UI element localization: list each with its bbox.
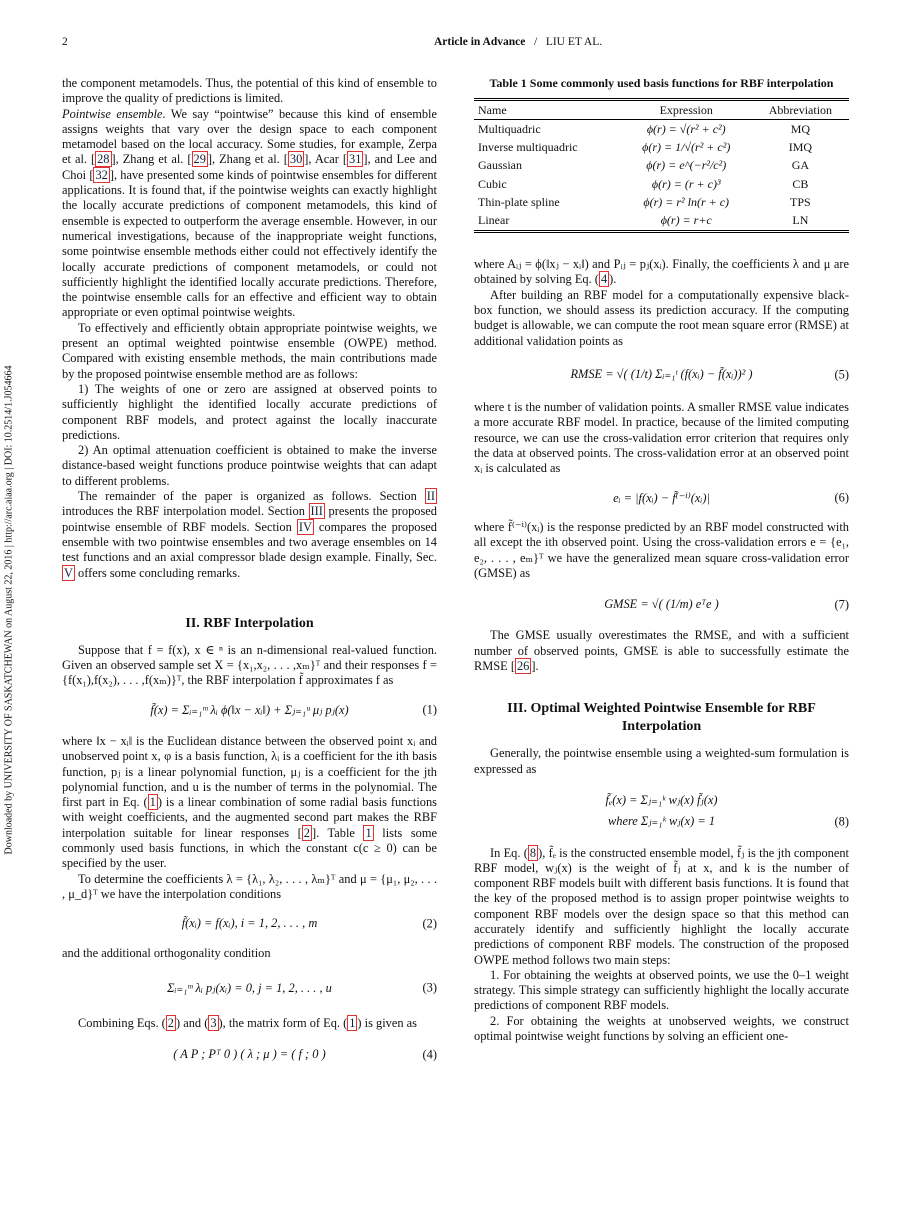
- table-row: [474, 139, 849, 157]
- equation-number: (7): [834, 597, 849, 612]
- journal-name: Article in Advance: [434, 36, 526, 48]
- cell-abbreviation: CB: [792, 176, 809, 191]
- text: ) is given as: [357, 1016, 417, 1031]
- equation-link[interactable]: 8: [529, 845, 537, 860]
- text: offers some concluding remarks.: [74, 565, 241, 580]
- cell-name: Thin-plate spline: [478, 194, 560, 209]
- citation-link[interactable]: 31: [349, 152, 362, 167]
- cell-abbreviation: LN: [792, 213, 809, 228]
- cell-expression: ϕ(r) = √(r² + c²): [646, 121, 726, 136]
- equation-8a: [474, 793, 849, 808]
- text: ], Zhang et al. [: [207, 152, 288, 167]
- cell-expression: ϕ(r) = e^(−r²/c²): [646, 158, 727, 173]
- section-link[interactable]: IV: [298, 519, 312, 534]
- citation-link[interactable]: 30: [289, 152, 303, 167]
- text: ), the matrix form of Eq. (: [218, 1016, 348, 1031]
- column-header: Name: [478, 102, 507, 117]
- citation-link[interactable]: 28: [97, 152, 110, 167]
- citation-link[interactable]: 29: [193, 152, 206, 167]
- equation-5: [474, 367, 849, 382]
- download-sidebar-text: Downloaded by UNIVERSITY OF SASKATCHEWAN on August 22, 2016 | http://arc.aiaa.org | DOI: 10.2514/1.J054664: [3, 365, 15, 855]
- cell-name: Cubic: [478, 176, 507, 191]
- paragraph: After building an RBF model for a computationally expensive black-box function, we should assess its prediction accuracy. If the computing budget is allowable, we can compute the root mean square error (RMSE) at additional validation points as: [474, 287, 849, 348]
- cell-name: Multiquadric: [478, 121, 541, 136]
- column-header: Abbreviation: [768, 102, 833, 117]
- equation-body: GMSE = √( (1/m) eᵀe ): [604, 597, 719, 612]
- equation-number: (2): [422, 916, 437, 931]
- citation-link[interactable]: 32: [95, 167, 108, 182]
- paragraph: where f̃⁽⁻ⁱ⁾(xᵢ) is the response predicted by an RBF model constructed with all except the ith observed point. Using the cross-validation errors e = {e₁, e₂, . . . , eₘ}ᵀ we have the generalized mean square cross-validation error (GMSE) as: [474, 519, 849, 580]
- contribution-1: 1) The weights of one or zero are assigned at observed points to sufficiently highlight the identified locally accurate predictions of component RBF models, and protect against the locally inaccurate predictions.: [62, 381, 437, 442]
- equation-link[interactable]: 1: [349, 1016, 356, 1031]
- paragraph: [474, 257, 849, 288]
- table-row: [474, 175, 849, 193]
- equation-number: (4): [422, 1047, 437, 1062]
- table-1: [474, 76, 849, 233]
- equation-4: [62, 1047, 437, 1062]
- text: ], Zhang et al. [: [111, 152, 192, 167]
- paragraph: Suppose that f = f(x), x ∈ ⁿ is an n-dimensional real-valued function. Given an observed sample set X = {x₁,x₂, . . . ,xₘ}ᵀ and their responses f = {f(x₁),f(x₂), . . . ,f(xₘ)}ᵀ, the RBF interpolation f̃ approximates f as: [62, 642, 437, 688]
- equation-number: (1): [422, 702, 437, 717]
- citation-link[interactable]: 2: [303, 825, 310, 840]
- contribution-2: 2) An optimal attenuation coefficient is obtained to make the inverse distance-based weight functions produce pointwise weights that can adapt to different problems.: [62, 443, 437, 488]
- right-column: [474, 76, 849, 1044]
- cell-abbreviation: IMQ: [788, 140, 813, 155]
- equation-body: where Σⱼ₌₁ᵏ wⱼ(x) = 1: [607, 814, 716, 829]
- cell-expression: ϕ(r) = 1/√(r² + c²): [642, 140, 731, 155]
- cell-abbreviation: GA: [791, 158, 810, 173]
- paragraph: [62, 1016, 437, 1031]
- text: introduces the RBF interpolation model. Section: [62, 504, 309, 519]
- text: ) and (: [175, 1016, 209, 1031]
- paragraph: [474, 846, 849, 968]
- section-heading-owpe: III. Optimal Weighted Pointwise Ensemble for RBF Interpolation: [507, 701, 816, 735]
- journal-line: [434, 36, 602, 48]
- equation-3: [62, 981, 437, 996]
- text: The remainder of the paper is organized as follows. Section: [78, 489, 425, 504]
- equation-body: Σᵢ₌₁ᵐ λᵢ pⱼ(xᵢ) = 0, j = 1, 2, . . . , u: [167, 980, 332, 995]
- cell-abbreviation: MQ: [790, 121, 811, 136]
- paragraph: Generally, the pointwise ensemble using a weighted-sum formulation is expressed as: [474, 746, 849, 776]
- section-link[interactable]: V: [64, 565, 73, 580]
- text: compares the proposed ensemble with two pointwise ensembles and two average ensembles on 14 test functions and an axial compressor blade design example. Finally, Sec.: [62, 519, 437, 565]
- paragraph-pointwise: [62, 107, 437, 321]
- text: where Aᵢⱼ = ϕ(‖xⱼ − xᵢ‖) and Pᵢⱼ = pⱼ(xᵢ). Finally, the coefficients λ and μ are obtained by solving Eq. (: [474, 257, 849, 287]
- equation-body: RMSE = √( (1/t) Σᵢ₌₁ᵗ (f(xᵢ) − f̃(xᵢ))² ): [570, 366, 753, 381]
- cell-name: Inverse multiquadric: [478, 140, 578, 155]
- running-header: [62, 36, 847, 52]
- cell-name: Gaussian: [478, 158, 522, 173]
- equation-link[interactable]: 3: [210, 1016, 217, 1031]
- column-header: Expression: [659, 102, 713, 117]
- paragraph-outline: [62, 489, 437, 581]
- cell-expression: ϕ(r) = r+c: [660, 213, 712, 228]
- cell-expression: ϕ(r) = (r + c)³: [651, 176, 721, 191]
- equation-link[interactable]: 1: [149, 795, 156, 810]
- run-in-heading: Pointwise ensemble: [62, 106, 163, 121]
- equation-number: (5): [834, 366, 849, 381]
- section-heading-rbf: II. RBF Interpolation: [185, 615, 314, 631]
- equation-1: [62, 703, 437, 718]
- equation-number: (3): [422, 980, 437, 995]
- equation-6: [474, 491, 849, 506]
- equation-8b: [474, 814, 849, 829]
- citation-link[interactable]: 26: [516, 659, 530, 674]
- text: . We say “pointwise” because this kind of ensemble assigns weights that vary over the design space to each component metamodel based on the local accuracy. Some studies, for example, Zerpa et al. [: [62, 106, 437, 167]
- equation-link[interactable]: 4: [600, 272, 608, 287]
- table-row: [474, 120, 849, 139]
- header-authors: LIU ET AL.: [545, 36, 603, 48]
- text: ]. Table: [311, 825, 364, 840]
- header-separator: /: [533, 36, 538, 48]
- paragraph: [62, 734, 437, 872]
- text: presents the proposed pointwise ensemble of RBF models. Section: [62, 504, 437, 534]
- paragraph: where t is the number of validation points. A smaller RMSE value indicates a more accurate RBF model. In practice, because of the limited computing resource, we can use the cross-validation error criterion that requires only the data at observed points. The cross-validation error at an observed point xᵢ is calculated as: [474, 400, 849, 476]
- table-row: [474, 212, 849, 232]
- text: ], and Lee and Choi [: [62, 152, 437, 182]
- text: ], Acar [: [304, 152, 348, 167]
- text: In Eq. (: [490, 845, 528, 860]
- equation-number: (8): [834, 814, 849, 829]
- text: Combining Eqs. (: [78, 1016, 166, 1031]
- equation-body: f̃(x) = Σᵢ₌₁ᵐ λᵢ ϕ(‖x − xᵢ‖) + Σⱼ₌₁ᵘ μⱼ pⱼ(x): [150, 702, 349, 717]
- table-row: [474, 157, 849, 175]
- paragraph: and the additional orthogonality condition: [62, 945, 271, 960]
- table-caption: Table 1 Some commonly used basis functions for RBF interpolation: [489, 76, 834, 90]
- left-column: [62, 76, 437, 1079]
- equation-body: f̃ₑ(x) = Σⱼ₌₁ᵏ wⱼ(x) f̃ⱼ(x): [605, 792, 718, 807]
- table-header-row: [474, 100, 849, 120]
- equation-link[interactable]: 2: [167, 1016, 174, 1031]
- paragraph: To determine the coefficients λ = {λ₁, λ₂, . . . , λₘ}ᵀ and μ = {μ₁, μ₂, . . . , μ_d}ᵀ we have the interpolation conditions: [62, 871, 437, 901]
- cell-abbreviation: TPS: [790, 194, 811, 209]
- basis-function-table: [474, 98, 849, 233]
- equation-2: [62, 916, 437, 931]
- text: ].: [531, 659, 539, 674]
- cell-name: Linear: [478, 213, 510, 228]
- equation-7: [474, 597, 849, 612]
- cell-expression: ϕ(r) = r² ln(r + c): [643, 194, 730, 209]
- equation-body: f̃(xᵢ) = f(xᵢ), i = 1, 2, . . . , m: [181, 916, 318, 931]
- step-2: 2. For obtaining the weights at unobserved weights, we construct optimal pointwise weight functions by solving an efficient one-: [474, 1013, 849, 1044]
- text: ], have presented some kinds of pointwise ensembles for different applications. It is found that, if the pointwise weights can exactly highlight the locally accurate predictions of component metamodels, this kind of ensemble is expected to outperform the average ensemble. However, in our numerical investigations, because of the inappropriate weight functions, some pointwise ensemble methods either could not effectively identify the locally accurate predictions of component metamodels, or could not sufficiently highlight the identified locally accurate predictions. Therefore, the pointwise ensemble calls for an effective and efficient way to obtain appropriate or even optimal pointwise weights.: [62, 167, 437, 320]
- equation-body: ( A P ; Pᵀ 0 ) ( λ ; μ ) = ( f ; 0 ): [173, 1047, 326, 1062]
- table-row: [474, 193, 849, 211]
- text: lists some commonly used basis functions, in which the constant c(c ≥ 0) can be specified by the user.: [62, 825, 437, 871]
- text: ).: [609, 272, 617, 287]
- equation-number: (6): [834, 490, 849, 505]
- section-link[interactable]: II: [426, 489, 435, 504]
- section-link[interactable]: III: [310, 504, 323, 519]
- paragraph: the component metamodels. Thus, the potential of this kind of ensemble to improve the quality of predictions is limited.: [62, 76, 437, 106]
- paragraph: [474, 628, 849, 674]
- paragraph: To effectively and efficiently obtain appropriate pointwise weights, we present an optimal weighted pointwise ensemble (OWPE) method. Compared with existing ensemble methods, the main contributions made by the proposed pointwise ensemble method are as follows:: [62, 320, 437, 381]
- text: ) is a linear combination of some radial basis functions with weight coefficients, and the augmented second part makes the RBF interpolation suitable for linear responses [: [62, 795, 437, 840]
- text: where ‖x − xᵢ‖ is the Euclidean distance between the observed point xᵢ and unobserved point x, φ is a basis function, λᵢ is a coefficient for the ith basis function, pⱼ is a linear polynomial function, μⱼ is a coefficient for the jth polynomial function, and u is the number of terms in the polynomial. The first part in Eq. (: [62, 733, 437, 810]
- table-link[interactable]: 1: [365, 825, 372, 840]
- text: ), f̃ₑ is the constructed ensemble model, f̃ⱼ is the jth component RBF model, wⱼ(x) is the weight of f̃ⱼ at x, and k is the number of component RBF models built with different basis functions. It is found that the key of the proposed method is to assign proper pointwise weights to component RBF models over the design space so that this method can accurately identify and sufficiently highlight the locally accurate predictions of component RBF models. The construction of the proposed OWPE method follows two main steps:: [474, 845, 849, 967]
- text: The GMSE usually overestimates the RMSE, and with a sufficient number of observed points, GMSE is able to successfully estimate the RMSE [: [474, 628, 849, 674]
- step-1: 1. For obtaining the weights at observed points, we use the 0–1 weight strategy. This simple strategy can sufficiently highlight the locally accurate predictions of component RBF models.: [474, 967, 849, 1013]
- download-sidebar: [2, 345, 16, 875]
- page-number: 2: [62, 36, 68, 48]
- equation-body: eᵢ = |f(xᵢ) − f̃⁽⁻ⁱ⁾(xᵢ)|: [613, 490, 710, 505]
